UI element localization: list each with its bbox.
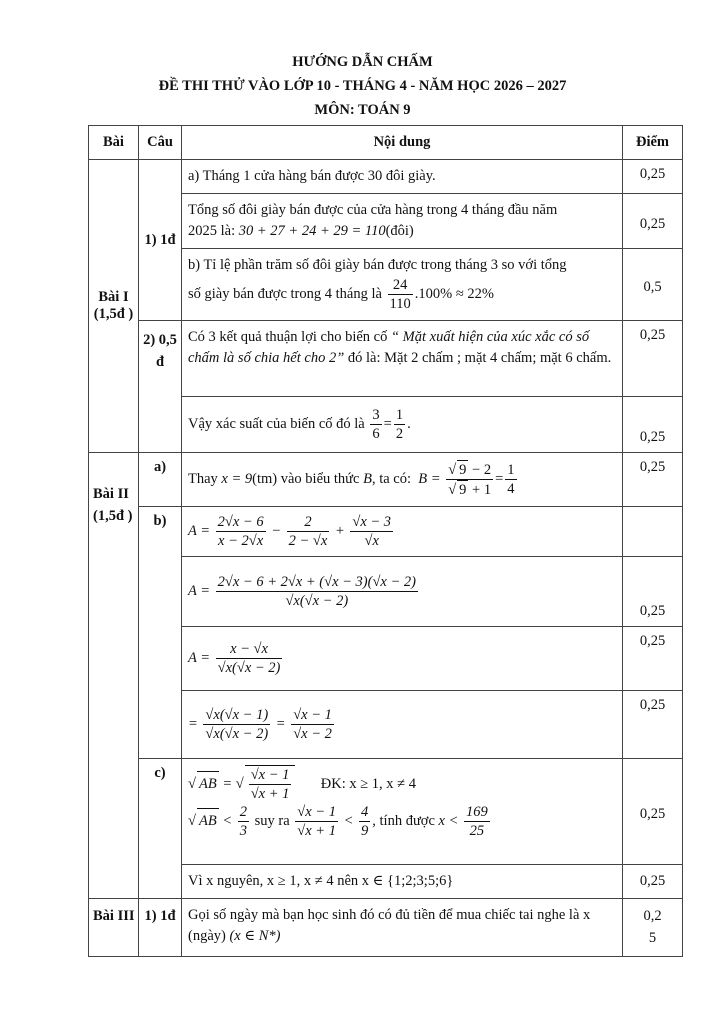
col-bai: Bài bbox=[89, 126, 139, 160]
answer-text: A = $\frac{2√x - 6 + 2√x + (√x - 3)(√x - 2)}{√x(√x - 2)}$ bbox=[182, 557, 623, 627]
cau-label: b) bbox=[139, 507, 182, 759]
cau-label: a) bbox=[139, 453, 182, 507]
score: 0,25 bbox=[623, 557, 683, 627]
title: HƯỚNG DẪN CHẤM bbox=[292, 54, 433, 70]
answer-text: A = $\frac{x - √x}{√x(√x - 2)}$ bbox=[182, 627, 623, 691]
cau-label: 1) 1đ bbox=[139, 160, 182, 321]
table-header bbox=[89, 126, 683, 160]
cau-label: c) bbox=[139, 759, 182, 899]
subject: MÔN: TOÁN 9 bbox=[314, 102, 411, 118]
answer-text: Vậy xác suất của biến cố đó là $\frac{3}{6}$ = $\frac{1}{2}$ . bbox=[182, 397, 623, 453]
score: 0,5 bbox=[623, 249, 683, 321]
score: 0,25 bbox=[623, 160, 683, 194]
score: 0,2 5 bbox=[623, 899, 683, 957]
cau-label: 1) 1đ bbox=[139, 899, 182, 957]
col-diem: Điểm bbox=[623, 126, 683, 160]
score: 0,25 bbox=[623, 194, 683, 249]
col-cau: Câu bbox=[139, 126, 182, 160]
answer-text: b) Tỉ lệ phần trăm số đôi giày bán được trong tháng 3 so với tổng số giày bán được trong 4 tháng là $\frac{24}{110}$ .100% ≈ 22% bbox=[182, 249, 623, 321]
score: 0,25 bbox=[623, 759, 683, 865]
answer-text: Gọi số ngày mà bạn học sinh đó có đủ tiền để mua chiếc tai nghe là x (ngày) (x ∈ N*) bbox=[182, 899, 623, 957]
score: 0,25 bbox=[623, 321, 683, 397]
answer-text: Tổng số đôi giày bán được của cửa hàng trong 4 tháng đầu năm 2025 là: 30 + 27 + 24 + 29 = 110(đôi) bbox=[182, 194, 623, 249]
table-row bbox=[89, 507, 683, 557]
exam-name: ĐỀ THI THỬ VÀO LỚP 10 - THÁNG 4 - NĂM HỌC 2026 – 2027 bbox=[158, 78, 567, 94]
score: 0,25 bbox=[623, 691, 683, 759]
answer-text: Có 3 kết quả thuận lợi cho biến cố “ Mặt xuất hiện của xúc xắc có số chấm là số chia hết cho 2” đó là: Mặt 2 chấm ; mặt 4 chấm; mặt 6 chấm. bbox=[182, 321, 623, 397]
answer-text: a) Tháng 1 cửa hàng bán được 30 đôi giày. bbox=[182, 160, 623, 194]
cau-label: 2) 0,5 đ bbox=[139, 321, 182, 453]
answer-text: A = $\frac{2√x - 6}{x - 2√x}$ − $\frac{2}{2 - √x}$ + $\frac{√x - 3}{√x}$ bbox=[182, 507, 623, 557]
score bbox=[623, 507, 683, 557]
table-row bbox=[89, 899, 683, 957]
col-noidung: Nội dung bbox=[182, 126, 623, 160]
answer-text: √ AB = √ $\frac{√x - 1}{√x + 1}$ ĐK: x ≥ 1, x ≠ 4 √ AB < $\frac{2}{3}$ suy ra $\frac{√x - 1}{√x + 1}$ < $\frac{4}{9}$ , tính được x < $\frac{169}{25}$ bbox=[182, 759, 623, 865]
table-row bbox=[89, 321, 683, 397]
score: 0,25 bbox=[623, 865, 683, 899]
answer-text: Thay x = 9(tm) vào biểu thức B, ta có: B = $\frac{√ 9 - 2}{√ 9 + 1}$ = $\frac{1}{4}$ bbox=[182, 453, 623, 507]
score: 0,25 bbox=[623, 397, 683, 453]
score: 0,25 bbox=[623, 453, 683, 507]
score: 0,25 bbox=[623, 627, 683, 691]
bai-label: Bài III bbox=[89, 899, 139, 957]
answer-text: Vì x nguyên, x ≥ 1, x ≠ 4 nên x ∈ {1;2;3;5;6} bbox=[182, 865, 623, 899]
grading-table bbox=[88, 125, 683, 957]
table-row bbox=[89, 759, 683, 865]
table-row bbox=[89, 453, 683, 507]
table-row bbox=[89, 160, 683, 194]
bai-label: Bài II (1,5đ ) bbox=[89, 453, 139, 899]
answer-text: = $\frac{√x(√x - 1)}{√x(√x - 2)}$ = $\frac{√x - 1}{√x - 2}$ bbox=[182, 691, 623, 759]
bai-label: Bài I (1,5đ ) bbox=[89, 160, 139, 453]
